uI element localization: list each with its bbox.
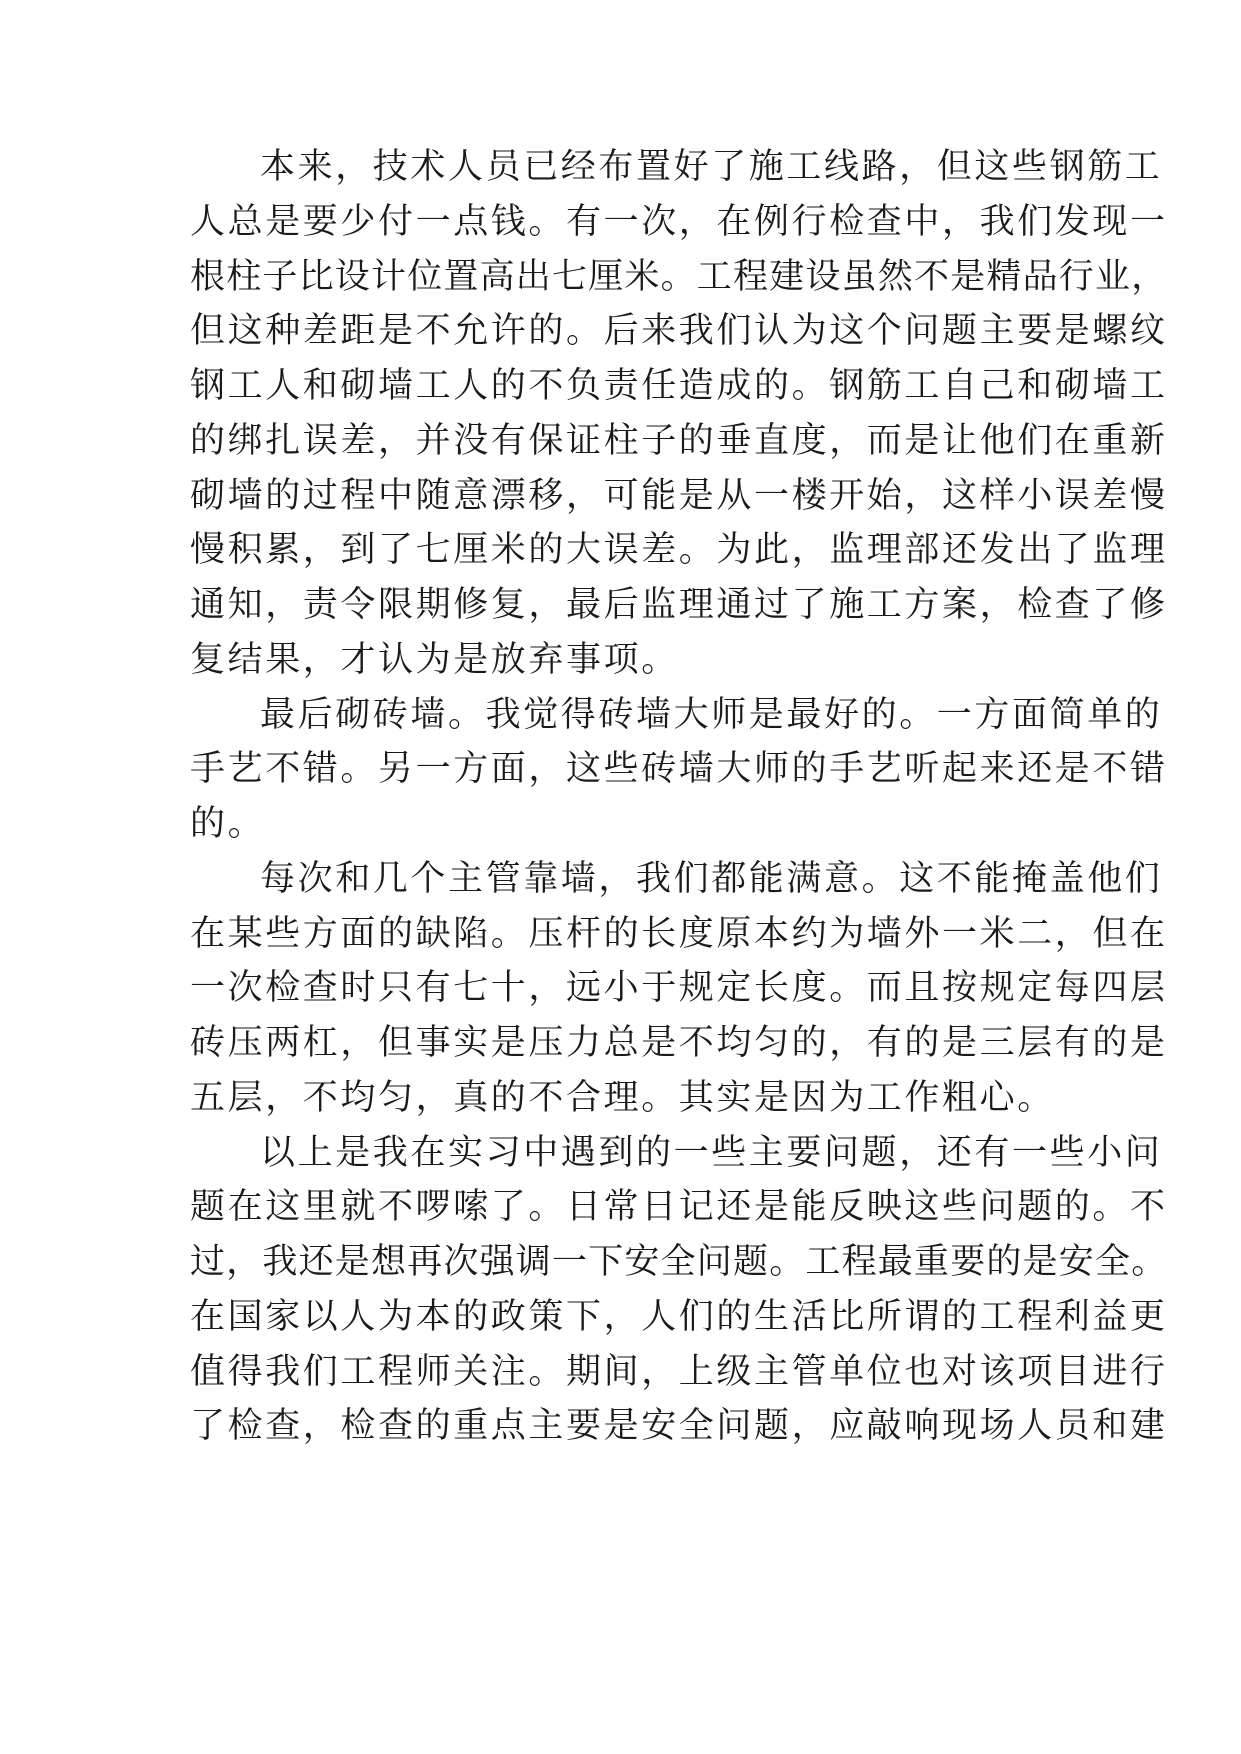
paragraph-2-line-3: 的。 — [190, 804, 266, 844]
paragraph-1-line-9: 通知，责令限期修复，最后监理通过了施工方案，检查了修 — [190, 585, 1168, 625]
paragraph-1-line-6: 的绑扎误差，并没有保证柱子的垂直度，而是让他们在重新 — [190, 421, 1168, 461]
paragraph-4-line-5: 值得我们工程师关注。期间，上级主管单位也对该项目进行 — [190, 1352, 1168, 1392]
paragraph-1-line-5: 钢工人和砌墙工人的不负责任造成的。钢筋工自己和砌墙工 — [190, 366, 1168, 406]
paragraph-2-line-2: 手艺不错。另一方面，这些砖墙大师的手艺听起来还是不错 — [190, 749, 1168, 789]
paragraph-4-line-6: 了检查，检查的重点主要是安全问题，应敲响现场人员和建 — [190, 1406, 1168, 1446]
paragraph-3-line-3: 一次检查时只有七十，远小于规定长度。而且按规定每四层 — [190, 968, 1168, 1008]
paragraph-1-line-2: 人总是要少付一点钱。有一次，在例行检查中，我们发现一 — [190, 202, 1168, 242]
paragraph-1-line-3: 根柱子比设计位置高出七厘米。工程建设虽然不是精品行业， — [190, 257, 1168, 297]
paragraph-1-line-7: 砌墙的过程中随意漂移，可能是从一楼开始，这样小误差慢 — [190, 476, 1168, 516]
paragraph-4-line-3: 过，我还是想再次强调一下安全问题。工程最重要的是安全。 — [190, 1242, 1168, 1282]
paragraph-3-line-5: 五层，不均匀，真的不合理。其实是因为工作粗心。 — [190, 1078, 1055, 1118]
paragraph-3-line-1: 每次和几个主管靠墙，我们都能满意。这不能掩盖他们 — [260, 859, 1163, 899]
paragraph-1-line-1: 本来，技术人员已经布置好了施工线路，但这些钢筋工 — [260, 147, 1163, 187]
paragraph-4-line-4: 在国家以人为本的政策下，人们的生活比所谓的工程利益更 — [190, 1297, 1168, 1337]
paragraph-1-line-4: 但这种差距是不允许的。后来我们认为这个问题主要是螺纹 — [190, 311, 1168, 351]
paragraph-1-line-10: 复结果，才认为是放弃事项。 — [190, 640, 679, 680]
paragraph-3-line-2: 在某些方面的缺陷。压杆的长度原本约为墙外一米二，但在 — [190, 914, 1168, 954]
paragraph-3-line-4: 砖压两杠，但事实是压力总是不均匀的，有的是三层有的是 — [190, 1023, 1168, 1063]
paragraph-4-line-2: 题在这里就不啰嗦了。日常日记还是能反映这些问题的。不 — [190, 1187, 1168, 1227]
paragraph-4-line-1: 以上是我在实习中遇到的一些主要问题，还有一些小问 — [260, 1133, 1163, 1173]
paragraph-2-line-1: 最后砌砖墙。我觉得砖墙大师是最好的。一方面简单的 — [260, 695, 1163, 735]
paragraph-1-line-8: 慢积累，到了七厘米的大误差。为此，监理部还发出了监理 — [190, 530, 1168, 570]
